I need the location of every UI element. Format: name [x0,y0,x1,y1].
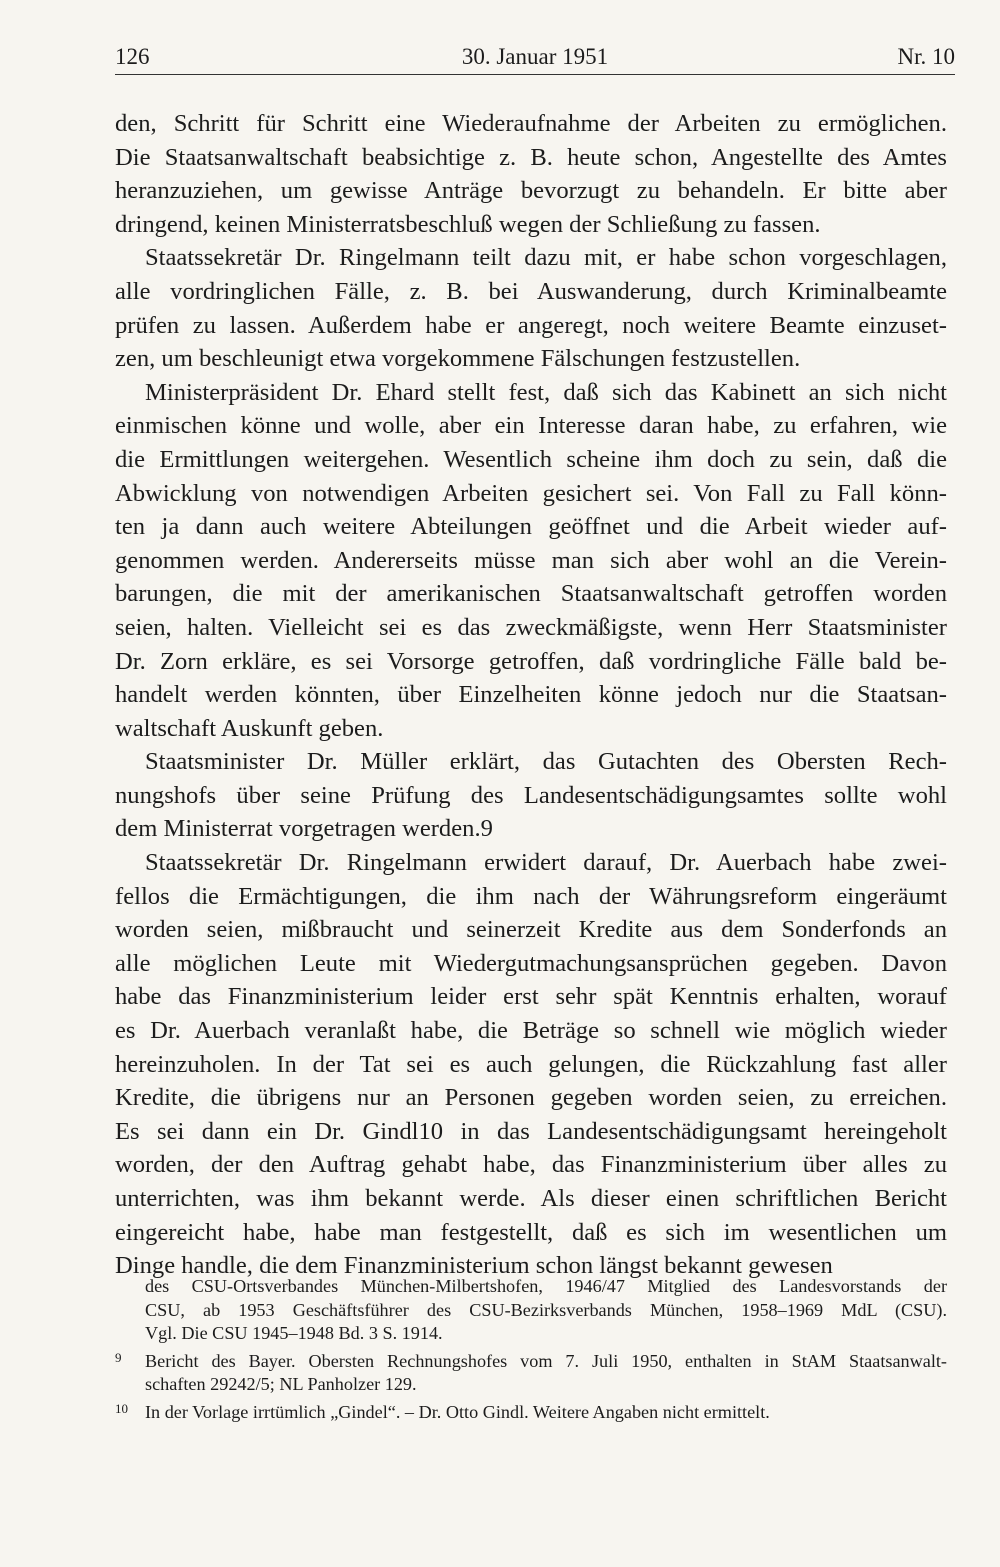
text-line: Staatsminister Dr. Müller erklärt, das Gutachten des Obersten Rech- [145,748,947,776]
footnote [115,1401,947,1425]
footnote-line: schaften 29242/5; NL Panholzer 129. [145,1374,417,1395]
text-line: Staatssekretär Dr. Ringelmann erwidert darauf, Dr. Auerbach habe zwei- [145,849,947,877]
text-line: Die Staatsanwaltschaft beabsichtige z. B. heute schon, Angestellte des Amtes [115,143,947,171]
header-date: 30. Januar 1951 [461,44,609,69]
text-line: prüfen zu lassen. Außerdem habe er angeregt, noch weitere Beamte einzuset- [115,311,947,339]
document-number: Nr. 10 [897,44,955,69]
text-line: alle möglichen Leute mit Wiedergutmachungsansprüchen gegeben. Davon [115,949,947,977]
text-line: fellos die Ermächtigungen, die ihm nach der Währungsreform eingeräumt [115,882,947,910]
footnote-line: des CSU-Ortsverbandes München-Milbertshofen, 1946/47 Mitglied des Landesvorstands der [145,1276,947,1296]
text-line: zen, um beschleunigt etwa vorgekommene Fälschungen festzustellen. [115,345,801,373]
text-line: dem Ministerrat vorgetragen werden.9 [115,815,493,843]
text-line: nungshofs über seine Prüfung des Landesentschädigungsamtes sollte wohl [115,781,947,809]
text-line: den, Schritt für Schritt eine Wiederaufnahme der Arbeiten zu ermöglichen. [115,110,947,137]
text-line: Staatssekretär Dr. Ringelmann teilt dazu mit, er habe schon vorgeschlagen, [145,244,947,272]
footnote [115,1350,947,1397]
text-line: heranzuziehen, um gewisse Anträge bevorzugt zu behandeln. Er bitte aber [115,177,947,205]
footnote-line: Vgl. Die CSU 1945–1948 Bd. 3 S. 1914. [145,1323,443,1344]
footnote-line: CSU, ab 1953 Geschäftsführer des CSU-Bezirksverbands München, 1958–1969 MdL (CSU). [145,1299,947,1320]
text-line: hereinzuholen. In der Tat sei es auch gelungen, die Rückzahlung fast aller [115,1050,947,1078]
footnote-line: Bericht des Bayer. Obersten Rechnungshofes vom 7. Juli 1950, enthalten in StAM Staatsanwalt- [145,1350,947,1371]
text-line: Es sei dann ein Dr. Gindl10 in das Landesentschädigungsamt hereingeholt [115,1117,947,1145]
text-line: Ministerpräsident Dr. Ehard stellt fest, daß sich das Kabinett an sich nicht [145,378,947,406]
text-line: Dinge handle, die dem Finanzministerium schon längst bekannt gewesen [115,1252,833,1280]
text-line: seien, halten. Vielleicht sei es das zweckmäßigste, wenn Herr Staatsminister [115,613,947,641]
footnote-number: 9 [115,1349,122,1365]
text-line: unterrichten, was ihm bekannt werde. Als dieser einen schriftlichen Bericht [115,1185,947,1212]
text-line: die Ermittlungen weitergehen. Wesentlich scheine ihm doch zu sein, daß die [115,445,947,473]
paragraph [115,745,947,846]
text-line: eingereicht habe, habe man festgestellt, daß es sich im wesentlichen um [115,1218,947,1246]
text-line: Dr. Zorn erkläre, es sei Vorsorge getroffen, daß vordringliche Fälle bald be- [115,647,947,675]
text-line: es Dr. Auerbach veranlaßt habe, die Beträge so schnell wie möglich wieder [115,1017,947,1045]
text-line: habe das Finanzministerium leider erst sehr spät Kenntnis erhalten, worauf [115,983,947,1011]
text-line: ten ja dann auch weitere Abteilungen geöffnet und die Arbeit wieder auf- [115,513,947,541]
text-line: worden, der den Auftrag gehabt habe, das Finanzministerium über alles zu [115,1151,947,1179]
text-line: Abwicklung von notwendigen Arbeiten gesichert sei. Von Fall zu Fall könn- [115,479,947,507]
text-line: worden seien, mißbraucht und seinerzeit Kredite aus dem Sonderfonds an [115,916,947,944]
paragraph [115,376,947,746]
main-text [115,107,947,1283]
text-line: alle vordringlichen Fälle, z. B. bei Auswanderung, durch Kriminalbeamte [115,277,947,305]
footnotes [115,1275,947,1429]
text-line: Kredite, die übrigens nur an Personen gegeben worden seien, zu erreichen. [115,1084,947,1112]
footnote-line: In der Vorlage irrtümlich „Gindel“. – Dr. Otto Gindl. Weitere Angaben nicht ermittelt. [145,1401,770,1422]
running-header [115,40,955,75]
text-line: dringend, keinen Ministerratsbeschluß wegen der Schließung zu fassen. [115,210,821,238]
paragraph [115,241,947,375]
page-number: 126 [115,44,150,69]
text-line: einmischen könne und wolle, aber ein Interesse daran habe, zu erfahren, wie [115,412,947,440]
text-line: genommen werden. Andererseits müsse man sich aber wohl an die Verein- [115,546,947,574]
footnote-number: 10 [115,1400,128,1416]
text-line: handelt werden könnten, über Einzelheiten könne jedoch nur die Staatsan- [115,681,947,709]
text-line: waltschaft Auskunft geben. [115,714,384,742]
footnote [115,1275,947,1346]
text-line: barungen, die mit der amerikanischen Staatsanwaltschaft getroffen worden [115,580,947,608]
paragraph [115,107,947,241]
paragraph [115,846,947,1283]
